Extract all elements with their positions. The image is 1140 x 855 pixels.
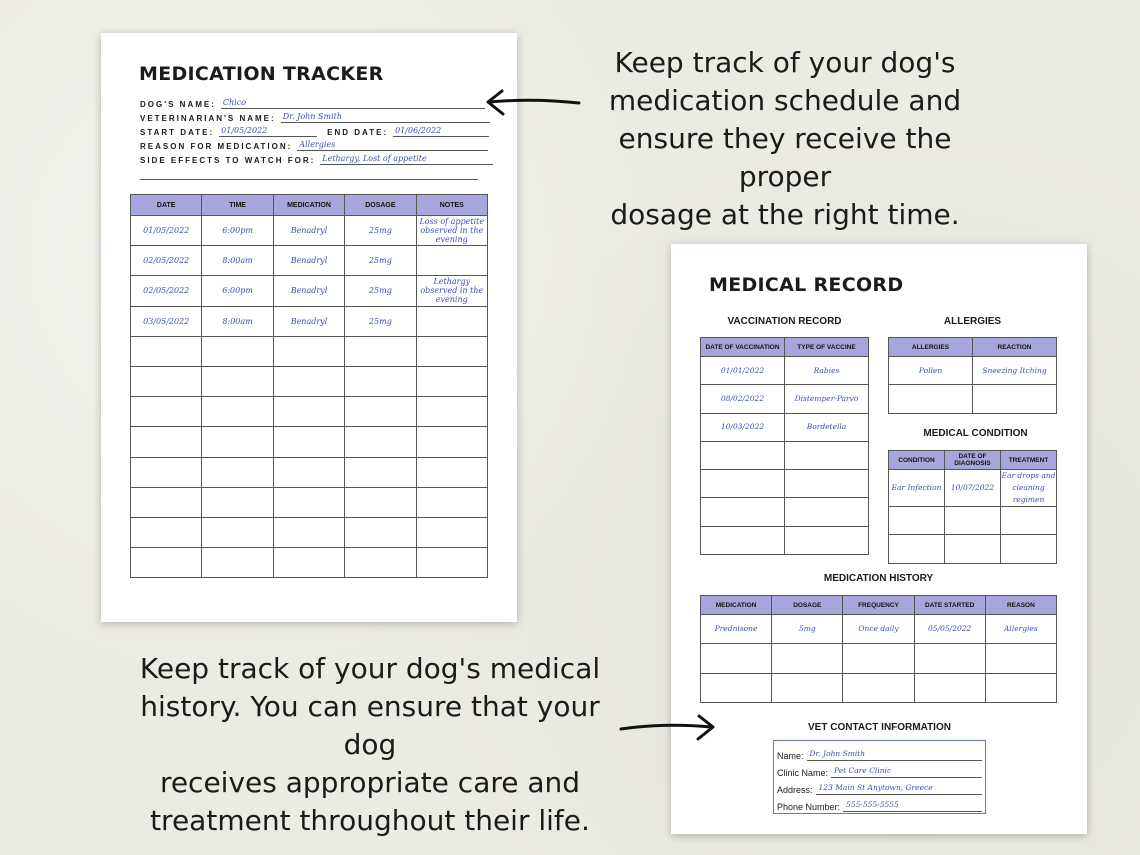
vaccination-row: [701, 470, 869, 498]
table-cell: [202, 336, 273, 366]
table-cell: [345, 487, 416, 517]
table-cell: [973, 385, 1057, 413]
vaccination-row: [701, 441, 869, 469]
table-cell: [416, 397, 487, 427]
table-cell: [345, 548, 416, 578]
table-cell: [131, 427, 202, 457]
vet-contact-address-label: Address:: [777, 785, 813, 795]
condition-row: [889, 470, 1057, 507]
tracker-table-row: [131, 517, 488, 547]
table-cell: [345, 457, 416, 487]
header-history-dosage: DOSAGE: [772, 596, 843, 615]
tracker-table-row: [131, 306, 488, 336]
table-cell: 25mg: [345, 216, 416, 246]
table-cell: [843, 644, 914, 673]
bottom-caption-line: history. You can ensure that your dog: [140, 690, 600, 761]
table-cell: 6:00pm: [202, 276, 273, 306]
header-date-of-vaccination: DATE OF VACCINATION: [701, 338, 785, 357]
table-cell: 8:00am: [202, 246, 273, 276]
table-cell: 08/02/2022: [701, 385, 785, 413]
table-cell: [785, 470, 869, 498]
condition-row: [889, 535, 1057, 563]
history-row: [701, 644, 1057, 673]
table-cell: [131, 487, 202, 517]
header-date: DATE: [131, 195, 202, 216]
table-cell: [345, 336, 416, 366]
vaccination-table: [700, 337, 869, 555]
tracker-table-row: [131, 246, 488, 276]
top-caption-line: medication schedule and: [608, 84, 962, 117]
table-cell: [985, 644, 1056, 673]
table-cell: Sneezing Itching: [973, 357, 1057, 385]
table-cell: Benadryl: [273, 276, 344, 306]
vaccination-table-body: [701, 357, 869, 555]
table-cell: [945, 507, 1001, 535]
header-date-of-diagnosis: DATE OF DIAGNOSIS: [945, 451, 1001, 470]
vaccination-title: VACCINATION RECORD: [727, 316, 842, 327]
vaccination-row: [701, 498, 869, 526]
header-time: TIME: [202, 195, 273, 216]
vet-contact-clinic-value: Pet Care Clinic: [831, 766, 982, 778]
table-cell: [416, 366, 487, 396]
arrow-left-icon: [482, 86, 584, 120]
condition-table: [888, 450, 1057, 564]
header-medication: MEDICATION: [273, 195, 344, 216]
table-cell: [273, 397, 344, 427]
vet-contact-phone-label: Phone Number:: [777, 802, 841, 812]
medication-history-table: [700, 595, 1057, 703]
header-reaction: REACTION: [973, 338, 1057, 357]
header-condition: CONDITION: [889, 451, 945, 470]
vet-contact-phone-value: 555-555-5555: [843, 800, 982, 812]
side-effects-value: Lethargy, Lost of appetite: [320, 154, 493, 165]
top-caption-line: dosage at the right time.: [610, 198, 960, 231]
tracker-table-row: [131, 397, 488, 427]
table-cell: Ear Infection: [889, 470, 945, 507]
top-caption-line: Keep track of your dog's: [614, 46, 956, 79]
header-history-medication: MEDICATION: [701, 596, 772, 615]
bottom-caption-line: receives appropriate care and: [159, 766, 581, 799]
dog-name-field: [140, 97, 485, 109]
header-history-date-started: DATE STARTED: [914, 596, 985, 615]
reason-label: REASON FOR MEDICATION:: [140, 142, 293, 151]
vaccination-row: [701, 413, 869, 441]
table-cell: [772, 673, 843, 702]
condition-table-body: [889, 470, 1057, 564]
table-cell: [202, 548, 273, 578]
table-cell: [131, 366, 202, 396]
allergies-row: [889, 385, 1057, 413]
tracker-table-row: [131, 216, 488, 246]
table-cell: [785, 441, 869, 469]
table-cell: [416, 427, 487, 457]
reason-field: [140, 139, 488, 151]
tracker-table-row: [131, 276, 488, 306]
table-cell: [785, 526, 869, 554]
table-cell: [273, 487, 344, 517]
allergies-table: [888, 337, 1057, 414]
table-cell: [273, 366, 344, 396]
header-history-frequency: FREQUENCY: [843, 596, 914, 615]
vet-name-field: [140, 111, 490, 123]
allergies-row: [889, 357, 1057, 385]
start-date-value: 01/05/2022: [219, 126, 317, 137]
history-row: [701, 615, 1057, 644]
table-cell: [701, 673, 772, 702]
table-cell: [131, 517, 202, 547]
table-cell: [273, 336, 344, 366]
table-cell: [701, 526, 785, 554]
table-cell: [416, 306, 487, 336]
table-cell: [202, 427, 273, 457]
table-cell: [889, 507, 945, 535]
table-cell: [202, 366, 273, 396]
allergies-header-row: [889, 338, 1057, 357]
table-cell: Allergies: [985, 615, 1056, 644]
table-cell: 8:00am: [202, 306, 273, 336]
vaccination-row: [701, 526, 869, 554]
vet-name-label: VETERINARIAN'S NAME:: [140, 114, 276, 123]
reason-value: Allergies: [297, 140, 488, 151]
vet-contact-clinic-label: Clinic Name:: [777, 768, 829, 778]
tracker-table-row: [131, 427, 488, 457]
table-cell: 6:00pm: [202, 216, 273, 246]
header-type-of-vaccine: TYPE OF VACCINE: [785, 338, 869, 357]
table-cell: [1001, 507, 1057, 535]
table-cell: 25mg: [345, 276, 416, 306]
bottom-caption-line: Keep track of your dog's medical: [139, 652, 601, 685]
table-cell: [416, 457, 487, 487]
table-cell: 10/07/2022: [945, 470, 1001, 507]
medication-history-table-body: [701, 615, 1057, 703]
table-cell: 01/01/2022: [701, 357, 785, 385]
tracker-table-row: [131, 548, 488, 578]
table-cell: [416, 548, 487, 578]
table-cell: [945, 535, 1001, 563]
table-cell: [131, 457, 202, 487]
dog-name-value: Chico: [221, 98, 485, 109]
tracker-title: MEDICATION TRACKER: [139, 63, 384, 85]
tracker-table-row: [131, 366, 488, 396]
table-cell: [131, 336, 202, 366]
history-header-row: [701, 596, 1057, 615]
table-cell: 02/05/2022: [131, 246, 202, 276]
tracker-table-row: [131, 457, 488, 487]
arrow-right-icon: [617, 710, 719, 744]
tracker-table: [130, 194, 488, 578]
condition-row: [889, 507, 1057, 535]
vaccination-row: [701, 385, 869, 413]
table-cell: [202, 457, 273, 487]
table-cell: [416, 487, 487, 517]
allergies-title: ALLERGIES: [943, 316, 1002, 327]
table-cell: [345, 517, 416, 547]
table-cell: [202, 397, 273, 427]
table-cell: 25mg: [345, 306, 416, 336]
table-cell: 01/05/2022: [131, 216, 202, 246]
medical-record-sheet: [671, 244, 1087, 834]
table-cell: Distemper-Parvo: [785, 385, 869, 413]
table-cell: [914, 644, 985, 673]
condition-header-row: [889, 451, 1057, 470]
table-cell: [416, 246, 487, 276]
end-date-label: END DATE:: [327, 128, 389, 137]
record-title: MEDICAL RECORD: [709, 274, 904, 296]
tracker-table-body: [131, 216, 488, 578]
table-cell: Loss of appetite observed in the evening: [416, 216, 487, 246]
vet-contact-title: VET CONTACT INFORMATION: [808, 722, 951, 733]
tracker-table-row: [131, 487, 488, 517]
table-cell: 05/05/2022: [914, 615, 985, 644]
header-notes: NOTES: [416, 195, 487, 216]
table-cell: Rabies: [785, 357, 869, 385]
table-cell: [889, 385, 973, 413]
table-cell: [889, 535, 945, 563]
vet-contact-name-row: [777, 744, 982, 761]
table-cell: [345, 397, 416, 427]
table-cell: 03/05/2022: [131, 306, 202, 336]
vet-contact-name-label: Name:: [777, 751, 804, 761]
medication-history-title: MEDICATION HISTORY: [823, 573, 934, 584]
table-cell: Bordetella: [785, 413, 869, 441]
table-cell: [701, 644, 772, 673]
table-cell: 25mg: [345, 246, 416, 276]
tracker-header-row: [131, 195, 488, 216]
medication-tracker-sheet: [101, 33, 517, 622]
vet-contact-name-value: Dr. John Smith: [807, 749, 982, 761]
vet-contact-address-row: [777, 778, 982, 795]
dog-name-label: DOG'S NAME:: [140, 100, 216, 109]
top-caption: [580, 44, 990, 234]
table-cell: [345, 366, 416, 396]
header-history-reason: REASON: [985, 596, 1056, 615]
blank-line: [140, 179, 478, 180]
start-date-label: START DATE:: [140, 128, 215, 137]
vet-name-value: Dr. John Smith: [281, 112, 490, 123]
bottom-caption-line: treatment throughout their life.: [150, 804, 590, 837]
vaccination-header-row: [701, 338, 869, 357]
header-treatment: TREATMENT: [1001, 451, 1057, 470]
vet-contact-phone-row: [777, 795, 982, 812]
table-cell: [273, 517, 344, 547]
table-cell: Prednisone: [701, 615, 772, 644]
table-cell: 5mg: [772, 615, 843, 644]
table-cell: [202, 517, 273, 547]
table-cell: 02/05/2022: [131, 276, 202, 306]
table-cell: [273, 427, 344, 457]
table-cell: [701, 441, 785, 469]
side-effects-field: [140, 153, 493, 165]
history-row: [701, 673, 1057, 702]
vet-contact-box: [773, 740, 986, 814]
medical-condition-title: MEDICAL CONDITION: [923, 428, 1028, 439]
tracker-table-row: [131, 336, 488, 366]
table-cell: [701, 498, 785, 526]
table-cell: [273, 548, 344, 578]
table-cell: [416, 336, 487, 366]
table-cell: [202, 487, 273, 517]
table-cell: 10/03/2022: [701, 413, 785, 441]
header-allergies: ALLERGIES: [889, 338, 973, 357]
table-cell: Benadryl: [273, 216, 344, 246]
table-cell: [131, 548, 202, 578]
vet-contact-address-value: 123 Main St Anytown, Greece: [816, 783, 982, 795]
table-cell: [985, 673, 1056, 702]
table-cell: [345, 427, 416, 457]
table-cell: [785, 498, 869, 526]
allergies-table-body: [889, 357, 1057, 414]
side-effects-label: SIDE EFFECTS TO WATCH FOR:: [140, 156, 316, 165]
vet-contact-clinic-row: [777, 761, 982, 778]
table-cell: [701, 470, 785, 498]
start-date-field: [140, 125, 489, 137]
header-dosage: DOSAGE: [345, 195, 416, 216]
table-cell: [772, 644, 843, 673]
bottom-caption: [120, 650, 620, 840]
vaccination-row: [701, 357, 869, 385]
table-cell: [131, 397, 202, 427]
table-cell: Benadryl: [273, 246, 344, 276]
table-cell: [416, 517, 487, 547]
table-cell: Benadryl: [273, 306, 344, 336]
top-caption-line: ensure they receive the proper: [618, 122, 952, 193]
table-cell: Pollen: [889, 357, 973, 385]
table-cell: Lethargy observed in the evening: [416, 276, 487, 306]
table-cell: [273, 457, 344, 487]
table-cell: Once daily: [843, 615, 914, 644]
table-cell: [914, 673, 985, 702]
table-cell: Ear drops and cleaning regimen: [1001, 470, 1057, 507]
table-cell: [843, 673, 914, 702]
end-date-value: 01/06/2022: [393, 126, 489, 137]
table-cell: [1001, 535, 1057, 563]
